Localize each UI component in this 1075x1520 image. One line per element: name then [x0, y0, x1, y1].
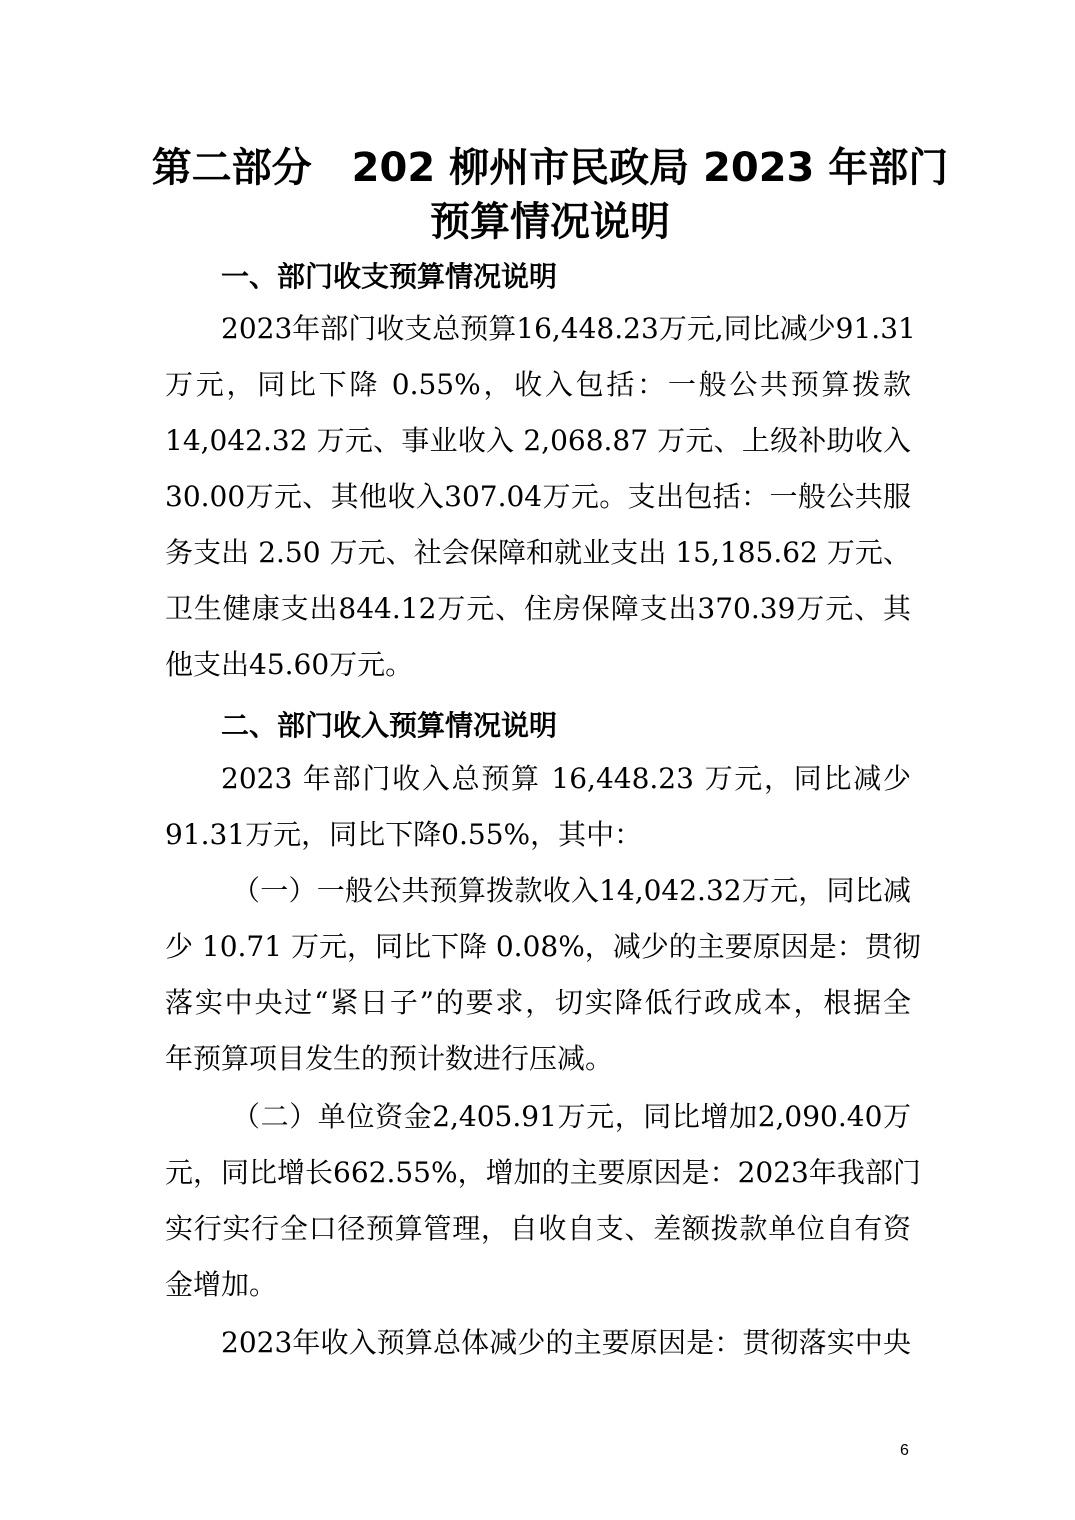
section1-line: 万元，同比下降 0.55%，收入包括：一般公共预算拨款 — [165, 368, 911, 401]
summary-line: 2023年收入预算总体减少的主要原因是：贯彻落实中央 — [221, 1326, 911, 1359]
item2-line: 元，同比增长662.55%，增加的主要原因是：2023年我部门 — [165, 1156, 921, 1189]
section2-intro-line: 2023 年部门收入总预算 16,448.23 万元，同比减少 — [221, 762, 911, 795]
item1-line: （一）一般公共预算拨款收入14,042.32万元，同比减 — [232, 874, 911, 907]
document-title-line1: 第二部分 202 柳州市民政局 2023 年部门 — [151, 145, 949, 191]
section2-heading: 二、部门收入预算情况说明 — [221, 709, 558, 742]
section1-line: 务支出 2.50 万元、社会保障和就业支出 15,185.62 万元、 — [165, 536, 911, 569]
section1-line: 30.00万元、其他收入307.04万元。支出包括：一般公共服 — [165, 480, 911, 513]
item2-line: （二）单位资金2,405.91万元，同比增加2,090.40万 — [232, 1100, 911, 1133]
item2-line: 实行实行全口径预算管理，自收自支、差额拨款单位自有资 — [165, 1212, 911, 1245]
item2-line: 金增加。 — [165, 1268, 278, 1301]
section2-intro-line: 91.31万元，同比下降0.55%，其中： — [165, 818, 643, 851]
item1-line: 年预算项目发生的预计数进行压减。 — [165, 1042, 614, 1075]
section1-line: 14,042.32 万元、事业收入 2,068.87 万元、上级补助收入 — [165, 424, 911, 457]
item1-line: 落实中央过“紧日子”的要求，切实降低行政成本，根据全 — [165, 986, 911, 1019]
section1-line: 2023年部门收支总预算16,448.23万元,同比减少91.31 — [221, 312, 916, 345]
section1-line: 卫生健康支出844.12万元、住房保障支出370.39万元、其 — [165, 592, 911, 625]
document-title-line2: 预算情况说明 — [430, 199, 670, 245]
section1-line: 他支出45.60万元。 — [165, 648, 414, 681]
page-number: 6 — [900, 1442, 909, 1459]
section1-heading: 一、部门收支预算情况说明 — [221, 260, 558, 293]
item1-line: 少 10.71 万元，同比下降 0.08%，减少的主要原因是：贯彻 — [165, 930, 921, 963]
